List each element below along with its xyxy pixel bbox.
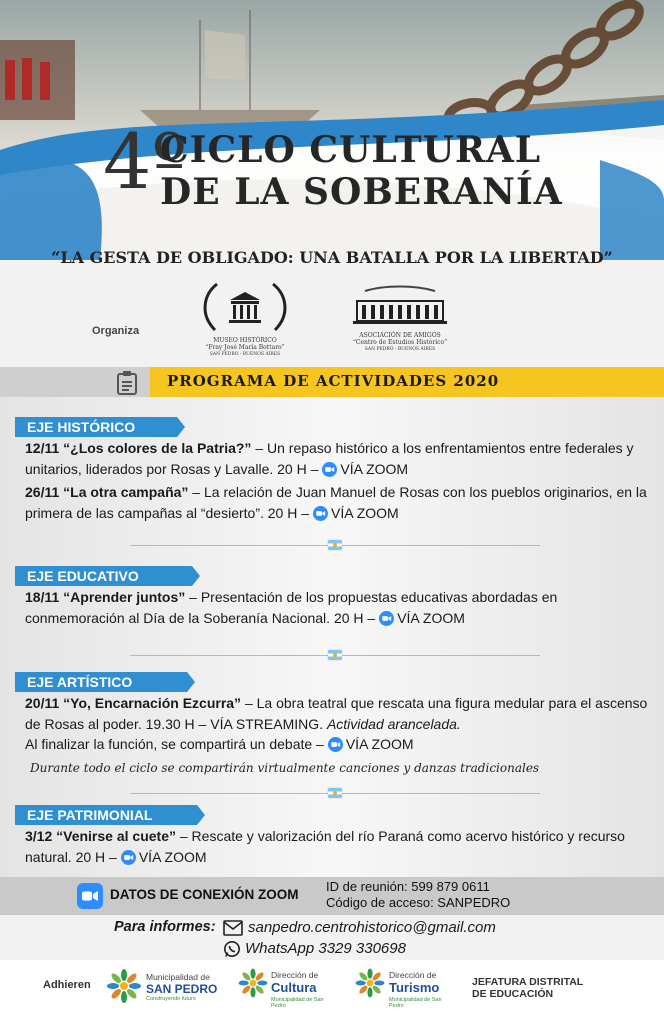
activity-via: VÍA ZOOM [345, 736, 414, 752]
argentina-flag-icon [328, 650, 342, 660]
activity-via: VÍA ZOOM [340, 460, 409, 477]
activity-educativo-1 [25, 587, 655, 628]
activity-desc: – La obra teatral que rescata una figura medular para el ascenso de Rosas al poder. 19.30 H – VÍA STREAMING. [25, 695, 648, 732]
muni-big: SAN PEDRO [146, 982, 218, 996]
cultura-flower-logo [236, 966, 270, 1000]
activity-historico-2 [25, 482, 655, 523]
title-line-2: DE LA SOBERANÍA [160, 171, 563, 213]
eje-artistico-heading: EJE ARTÍSTICO [15, 672, 187, 692]
museo-location: SAN PEDRO - BUENOS AIRES [209, 352, 281, 357]
activity-desc: – Rescate y valorización del río Paraná como acervo histórico y recurso natural. 20 H – [25, 828, 625, 865]
activity-desc: – Presentación de los propuestas educativas abordadas en conmemoración al Día de la Soberanía Nacional. 20 H – [25, 589, 558, 626]
argentina-flag-icon [328, 540, 342, 550]
zoom-app-icon [77, 883, 103, 909]
asociacion-logo [345, 283, 455, 353]
asociacion-subname: “Centro de Estudios Histórico” [352, 339, 448, 346]
activity-desc: – Un repaso histórico a los enfrentamientos entre federales y unitarios, liderados por Rosas y Lavalle. 20 H – [25, 440, 634, 477]
asociacion-location: SAN PEDRO - BUENOS AIRES [364, 347, 436, 352]
eje-historico-heading: EJE HISTÓRICO [15, 417, 177, 437]
laurel-building-icon [195, 280, 295, 332]
activity-title: 12/11 “¿Los colores de la Patria?” [25, 440, 252, 456]
museo-logo [195, 280, 295, 358]
activity-title: 26/11 “La otra campaña” [25, 484, 189, 500]
eje-educativo-heading: EJE EDUCATIVO [15, 566, 192, 586]
zoom-meeting-id: ID de reunión: 599 879 0611 [326, 879, 490, 894]
zoom-icon [379, 611, 394, 626]
program-title: PROGRAMA DE ACTIVIDADES 2020 [167, 372, 500, 390]
activity-title: 3/12 “Venirse al cuete” [25, 828, 176, 844]
activity-title: 18/11 “Aprender juntos” [25, 589, 186, 605]
activity-patrimonial-1 [25, 826, 655, 867]
sponsors-label: Adhieren [43, 979, 91, 991]
organizers-label: Organiza [92, 325, 140, 337]
eje-patrimonial-heading: EJE PATRIMONIAL [15, 805, 197, 825]
activity-note: Actividad arancelada. [326, 715, 461, 732]
title-line-1: CICLO CULTURAL [160, 129, 542, 171]
activity-via: VÍA ZOOM [331, 504, 399, 521]
mail-icon [223, 920, 243, 936]
footer-sponsors [0, 960, 664, 1024]
zoom-icon [313, 506, 328, 521]
asociacion-name: ASOCIACIÓN DE AMIGOS [359, 332, 441, 339]
subtitle: “LA GESTA DE OBLIGADO: UNA BATALLA POR LA LIBERTAD” [51, 248, 613, 267]
museo-subname: “Fray José María Bottaro” [205, 344, 285, 351]
activity-artistico-1 [25, 693, 655, 755]
cultura-big: Cultura [271, 980, 317, 995]
activity-historico-1 [25, 438, 655, 479]
zoom-icon [328, 737, 343, 752]
activity-desc: – La relación de Juan Manuel de Rosas con los pueblos originarios, en la primera de las campañas al “desierto”. 20 H – [25, 484, 647, 521]
whatsapp-icon [223, 940, 241, 958]
turismo-tagline: Municipalidad de San Pedro [389, 997, 442, 1009]
cultura-small: Dirección de [271, 970, 319, 980]
turismo-big: Turismo [389, 980, 440, 995]
argentina-flag-icon [328, 788, 342, 798]
museo-name: MUSEO HISTÓRICO [213, 337, 277, 344]
activity-title: 20/11 “Yo, Encarnación Ezcurra” [25, 695, 242, 711]
jefatura-line-1: JEFATURA DISTRITAL [472, 976, 584, 988]
muni-small: Municipalidad de [146, 972, 210, 982]
edition-number: 4º [103, 117, 188, 206]
activity-via: VÍA ZOOM [138, 848, 207, 865]
zoom-icon [322, 462, 337, 477]
zoom-access-code: Código de acceso: SANPEDRO [326, 895, 511, 910]
contact-label: Para informes: [114, 919, 216, 935]
municipalidad-flower-logo [104, 966, 144, 1006]
activity-via: VÍA ZOOM [397, 609, 465, 626]
zoom-title: DATOS DE CONEXIÓN ZOOM [110, 887, 299, 902]
cultura-tagline: Municipalidad de San Pedro [271, 997, 324, 1009]
contact-whatsapp[interactable]: WhatsApp 3329 330698 [245, 940, 406, 957]
turismo-small: Dirección de [389, 970, 437, 980]
activity-desc-2: Al finalizar la función, se compartirá un debate – [25, 736, 324, 752]
zoom-icon [121, 850, 136, 865]
building-sketch-icon [345, 283, 455, 327]
clipboard-icon [115, 370, 139, 396]
contact-email[interactable]: sanpedro.centrohistorico@gmail.com [248, 919, 496, 936]
jefatura-line-2: DE EDUCACIÓN [472, 988, 554, 1000]
cycle-note: Durante todo el ciclo se compartirán virtualmente canciones y danzas tradicionales [30, 761, 540, 775]
muni-tagline: Construyendo futuro [146, 996, 196, 1002]
turismo-flower-logo [353, 966, 387, 1000]
